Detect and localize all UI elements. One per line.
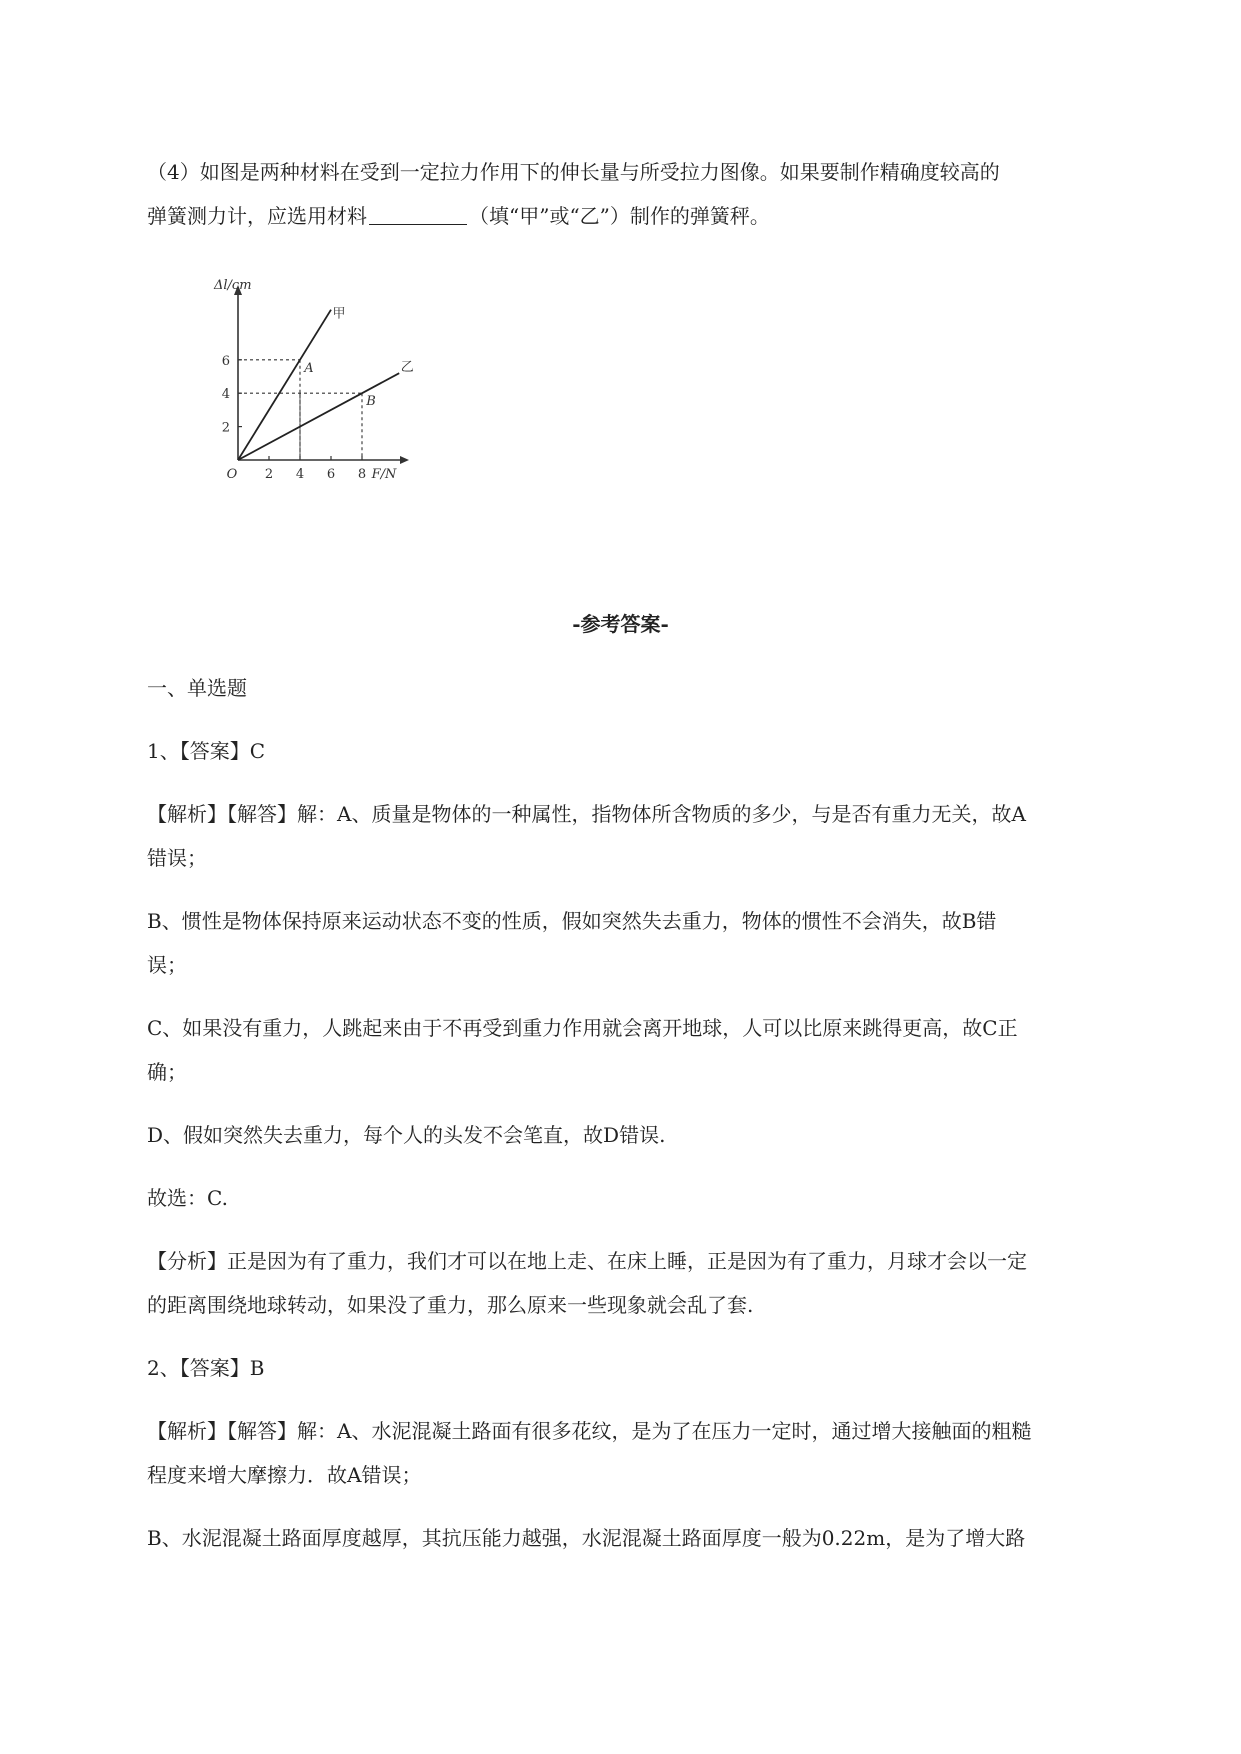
section-title: 一、单选题 bbox=[147, 676, 247, 700]
point-label-a: A bbox=[304, 360, 314, 376]
q1-option-d: D、假如突然失去重力，每个人的头发不会笔直，故D错误. bbox=[147, 1123, 666, 1147]
q2-analysis-a-line-2: 程度来增大摩擦力．故A错误； bbox=[147, 1463, 422, 1487]
q1-analysis-line-2: 的距离围绕地球转动，如果没了重力，那么原来一些现象就会乱了套. bbox=[147, 1293, 754, 1317]
origin-label: O bbox=[226, 467, 238, 482]
q1-answer: 1、【答案】C bbox=[147, 739, 266, 763]
q1-option-c-line-1: C、如果没有重力，人跳起来由于不再受到重力作用就会离开地球，人可以比原来跳得更高，故C正 bbox=[147, 1016, 1018, 1040]
x-axis-label: F/N bbox=[371, 467, 397, 482]
graph-svg bbox=[210, 275, 460, 495]
q2-answer: 2、【答案】B bbox=[147, 1356, 265, 1380]
series-label-yi: 乙 bbox=[400, 360, 414, 376]
answer-heading: -参考答案- bbox=[572, 612, 669, 636]
q1-analysis-a-line-1: 【解析】【解答】解：A、质量是物体的一种属性，指物体所含物质的多少，与是否有重力无关，故A bbox=[147, 802, 1026, 826]
question-4-line-2-before: 弹簧测力计，应选用材料 bbox=[147, 204, 367, 228]
question-4-line-1: （4）如图是两种材料在受到一定拉力作用下的伸长量与所受拉力图像。如果要制作精确度较高的 bbox=[147, 160, 1000, 184]
x-tick-label: 4 bbox=[295, 467, 305, 482]
question-4-line-2 bbox=[147, 194, 1147, 238]
q1-analysis-a-line-2: 错误； bbox=[147, 846, 207, 870]
q1-option-b-line-2: 误； bbox=[147, 953, 187, 977]
x-tick-label: 6 bbox=[326, 467, 336, 482]
question-4-line-2-after: （填“甲”或“乙”）制作的弹簧秤。 bbox=[469, 204, 770, 228]
answer-blank bbox=[369, 204, 467, 225]
y-axis-label: Δl/cm bbox=[214, 278, 252, 293]
x-axis-arrow bbox=[400, 456, 409, 464]
q1-option-c-line-2: 确； bbox=[147, 1060, 187, 1084]
series-line-yi bbox=[238, 373, 399, 460]
series-line-jia bbox=[238, 310, 331, 460]
y-tick-label: 6 bbox=[221, 353, 230, 369]
point-label-b: B bbox=[366, 394, 376, 410]
y-tick-label: 4 bbox=[221, 387, 230, 403]
q1-analysis-line-1: 【分析】正是因为有了重力，我们才可以在地上走、在床上睡，正是因为有了重力，月球才会以一定 bbox=[147, 1249, 1027, 1273]
q1-selection: 故选：C. bbox=[147, 1186, 228, 1210]
x-tick-label: 2 bbox=[264, 467, 274, 482]
series-label-jia: 甲 bbox=[332, 306, 346, 322]
q1-option-b-line-1: B、惯性是物体保持原来运动状态不变的性质，假如突然失去重力，物体的惯性不会消失，故B错 bbox=[147, 909, 997, 933]
force-elongation-graph bbox=[210, 275, 460, 495]
y-tick-label: 2 bbox=[221, 420, 230, 436]
q2-option-b-line-1: B、水泥混凝土路面厚度越厚，其抗压能力越强，水泥混凝土路面厚度一般为0.22m，是为了增大路 bbox=[147, 1526, 1026, 1550]
q2-analysis-a-line-1: 【解析】【解答】解：A、水泥混凝土路面有很多花纹，是为了在压力一定时，通过增大接触面的粗糙 bbox=[147, 1419, 1032, 1443]
x-tick-label: 8 bbox=[357, 467, 367, 482]
